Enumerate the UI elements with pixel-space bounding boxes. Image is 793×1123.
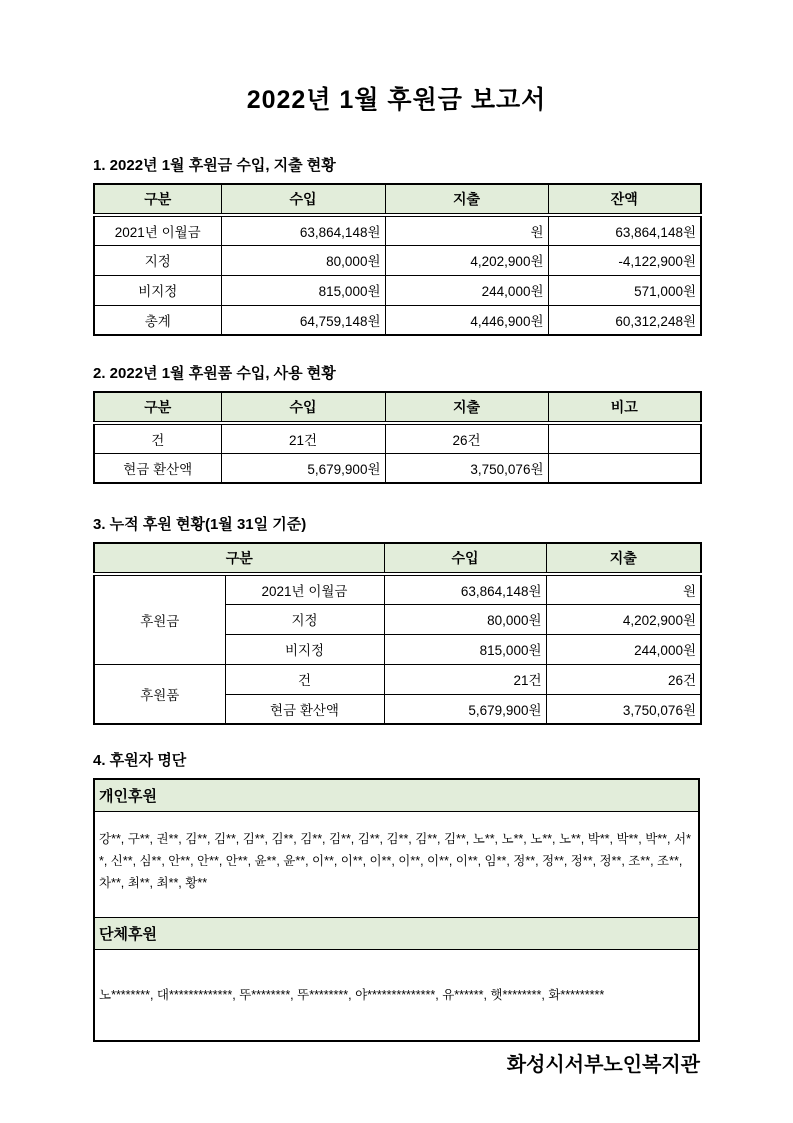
- cell-income: 64,759,148원: [221, 305, 385, 335]
- cell-note: [548, 453, 701, 483]
- cell-expense: 26건: [385, 423, 548, 453]
- cell-income: 5,679,900원: [221, 453, 385, 483]
- cell-income: 5,679,900원: [384, 694, 546, 724]
- cell-expense: 3,750,076원: [546, 694, 701, 724]
- table-row: [94, 574, 701, 604]
- report-content: [93, 154, 700, 1077]
- cell-expense: 4,202,900원: [385, 245, 548, 275]
- cell-category: 지정: [94, 245, 221, 275]
- cell-category: 비지정: [94, 275, 221, 305]
- col-header-category: 구분: [94, 543, 384, 574]
- table-header-row: [94, 543, 701, 574]
- organization-name: 화성시서부노인복지관: [506, 1054, 700, 1076]
- table-row: [94, 275, 701, 305]
- cell-income: 80,000원: [221, 245, 385, 275]
- cell-expense: 원: [385, 215, 548, 245]
- cell-category: 총계: [94, 305, 221, 335]
- donation-goods-table: [93, 391, 702, 484]
- cell-subcategory: 현금 환산액: [225, 694, 384, 724]
- cell-income: 63,864,148원: [221, 215, 385, 245]
- cell-income: 21건: [221, 423, 385, 453]
- cell-subcategory: 2021년 이월금: [225, 574, 384, 604]
- table-row: [94, 423, 701, 453]
- cell-income: 63,864,148원: [384, 574, 546, 604]
- col-header-note: 비고: [548, 392, 701, 423]
- cell-balance: 60,312,248원: [548, 305, 701, 335]
- cell-subcategory: 건: [225, 664, 384, 694]
- table-header-row: [94, 184, 701, 215]
- table-row: [94, 664, 701, 694]
- col-header-expense: 지출: [385, 184, 548, 215]
- table-header-row: [94, 392, 701, 423]
- group-donor-header: 단체후원: [95, 918, 698, 950]
- cumulative-donation-table: [93, 542, 702, 725]
- cell-balance: -4,122,900원: [548, 245, 701, 275]
- cell-category: 건: [94, 423, 221, 453]
- cell-expense: 원: [546, 574, 701, 604]
- table-row: [94, 215, 701, 245]
- individual-donor-header: 개인후원: [95, 780, 698, 812]
- group-donor-names: 노********, 대*************, 뚜********, 뚜********, 야**************, 유******, 햇********, 화*********: [99, 988, 605, 1002]
- cell-income: 815,000원: [384, 634, 546, 664]
- donor-list-box: [93, 778, 700, 1042]
- col-header-category: 구분: [94, 184, 221, 215]
- col-header-income: 수입: [221, 392, 385, 423]
- cell-expense: 4,446,900원: [385, 305, 548, 335]
- section-2-heading: 2. 2022년 1월 후원품 수입, 사용 현황: [93, 365, 336, 382]
- cell-subcategory: 비지정: [225, 634, 384, 664]
- cell-income: 80,000원: [384, 604, 546, 634]
- donation-money-table: [93, 183, 702, 336]
- section-4-heading: 4. 후원자 명단: [93, 752, 187, 769]
- group-label-money: 후원금: [94, 574, 225, 664]
- cell-balance: 571,000원: [548, 275, 701, 305]
- col-header-category: 구분: [94, 392, 221, 423]
- col-header-income: 수입: [221, 184, 385, 215]
- cell-expense: 4,202,900원: [546, 604, 701, 634]
- cell-expense: 3,750,076원: [385, 453, 548, 483]
- page-title: 2022년 1월 후원금 보고서: [246, 86, 547, 114]
- cell-subcategory: 지정: [225, 604, 384, 634]
- cell-expense: 244,000원: [385, 275, 548, 305]
- individual-donor-names: 강**, 구**, 권**, 김**, 김**, 김**, 김**, 김**, 김**, 김**, 김**, 김**, 김**, 노**, 노**, 노**, 노**, 박**, 박**, 박**, 서**, 신**, 심**, 안**, 안**, 안**, 윤**, 윤**, 이**, 이**, 이**, 이**, 이**, 이**, 임**, 정**, 정**, 정**, 정**, 조**, 조**, 차**, 최**, 최**, 황**: [95, 812, 698, 918]
- cell-note: [548, 423, 701, 453]
- col-header-income: 수입: [384, 543, 546, 574]
- section-1-heading: 1. 2022년 1월 후원금 수입, 지출 현황: [93, 157, 336, 174]
- cell-balance: 63,864,148원: [548, 215, 701, 245]
- col-header-balance: 잔액: [548, 184, 701, 215]
- cell-income: 21건: [384, 664, 546, 694]
- cell-expense: 26건: [546, 664, 701, 694]
- cell-income: 815,000원: [221, 275, 385, 305]
- table-row: [94, 245, 701, 275]
- table-row: [94, 453, 701, 483]
- col-header-expense: 지출: [385, 392, 548, 423]
- col-header-expense: 지출: [546, 543, 701, 574]
- group-label-goods: 후원품: [94, 664, 225, 724]
- section-3-heading: 3. 누적 후원 현황(1월 31일 기준): [93, 516, 307, 533]
- cell-category: 현금 환산액: [94, 453, 221, 483]
- table-row: [94, 305, 701, 335]
- cell-expense: 244,000원: [546, 634, 701, 664]
- cell-category: 2021년 이월금: [94, 215, 221, 245]
